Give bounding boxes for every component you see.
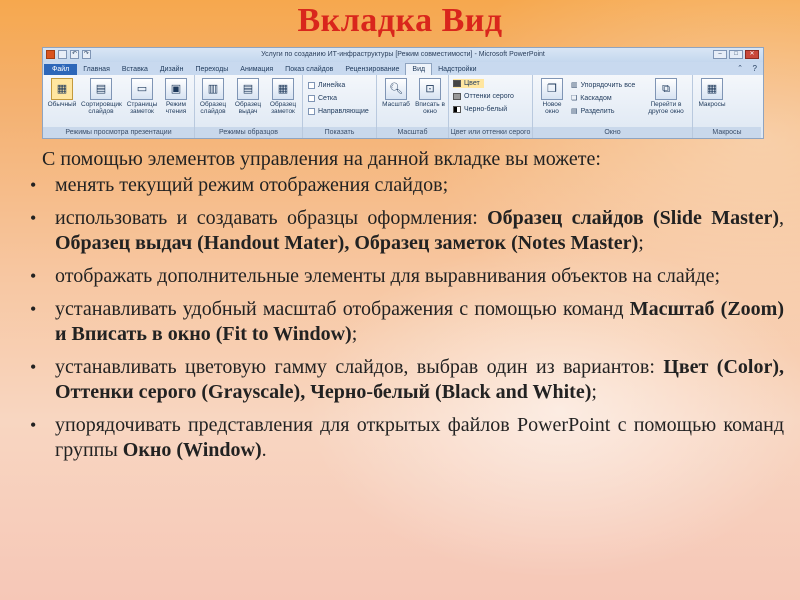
group-macros bbox=[693, 75, 761, 138]
ribbon-minimize-icon[interactable]: ⌃ bbox=[737, 65, 743, 72]
gridlines-checkbox[interactable] bbox=[308, 94, 337, 103]
handout-master-icon: ▤ bbox=[237, 78, 259, 100]
redo-icon[interactable]: ↷ bbox=[83, 51, 90, 57]
undo-icon[interactable]: ↶ bbox=[71, 51, 78, 57]
grayscale-label: Оттенки серого bbox=[464, 93, 514, 100]
reading-view-icon: ▣ bbox=[165, 78, 187, 100]
bullet-text: упорядочивать представления для открытых файлов PowerPoint с помощью команд группы bbox=[55, 414, 784, 461]
notes-page-button[interactable] bbox=[125, 78, 159, 115]
fit-to-window-label: Вписать в окно bbox=[415, 101, 445, 115]
bullet-item bbox=[28, 264, 784, 289]
bullet-text: устанавливать удобный масштаб отображения с помощью команд bbox=[55, 298, 630, 320]
bullet-bold-text: Образец выдач (Handout Mater), Образец заметок (Notes Master) bbox=[55, 232, 639, 254]
bullet-text: ; bbox=[638, 232, 644, 254]
tab-design[interactable]: Дизайн bbox=[159, 66, 184, 73]
slide-master-button[interactable] bbox=[196, 78, 230, 115]
window-titlebar bbox=[43, 48, 763, 62]
ruler-checkbox[interactable] bbox=[308, 81, 345, 90]
ribbon-groups bbox=[43, 75, 763, 138]
tab-home[interactable]: Главная bbox=[83, 66, 110, 73]
bullet-item bbox=[28, 297, 784, 347]
notes-master-icon: ▦ bbox=[272, 78, 294, 100]
cascade-label: Каскадом bbox=[580, 95, 612, 102]
group-show bbox=[303, 75, 377, 138]
ruler-label: Линейка bbox=[318, 82, 346, 89]
slide-sorter-icon: ▤ bbox=[90, 78, 112, 100]
group-label: Режимы образцов bbox=[195, 127, 302, 138]
bullet-text: менять текущий режим отображения слайдов; bbox=[55, 174, 449, 196]
black-white-label: Черно-белый bbox=[464, 106, 508, 113]
split-icon: ▤ bbox=[571, 108, 578, 115]
notes-page-icon: ▭ bbox=[131, 78, 153, 100]
color-button[interactable] bbox=[453, 79, 484, 88]
group-window bbox=[533, 75, 693, 138]
bullet-list bbox=[28, 173, 784, 471]
grayscale-swatch-icon bbox=[453, 93, 461, 100]
new-window-icon: ❐ bbox=[541, 78, 563, 100]
tab-file[interactable]: Файл bbox=[44, 64, 77, 75]
bullet-bold-text: Масштаб (Zoom) и Вписать в окно (Fit to Window) bbox=[55, 298, 784, 345]
bullet-text: . bbox=[261, 439, 267, 461]
arrange-all-icon: ▥ bbox=[571, 82, 578, 89]
window-title: Услуги по созданию ИТ-инфраструктуры [Режим совместимости] - Microsoft PowerPoint bbox=[261, 51, 545, 58]
color-swatch-icon bbox=[453, 80, 461, 87]
cascade-button[interactable] bbox=[571, 94, 612, 103]
notes-master-label: Образец заметок bbox=[269, 101, 297, 115]
black-white-swatch-icon bbox=[453, 106, 461, 113]
bullet-dot-icon: • bbox=[30, 175, 37, 195]
group-label: Показать bbox=[303, 127, 376, 138]
slide-sorter-button[interactable] bbox=[81, 78, 121, 115]
new-window-button[interactable] bbox=[535, 78, 569, 115]
normal-view-label: Обычный bbox=[47, 101, 77, 108]
notes-master-button[interactable] bbox=[266, 78, 300, 115]
switch-windows-label: Перейти в другое окно bbox=[648, 101, 684, 115]
macros-label: Макросы bbox=[698, 101, 726, 108]
bullet-dot-icon: • bbox=[30, 415, 37, 435]
minimize-button[interactable]: – bbox=[713, 50, 727, 59]
handout-master-button[interactable] bbox=[231, 78, 265, 115]
grayscale-button[interactable] bbox=[453, 92, 514, 101]
reading-view-label: Режим чтения bbox=[165, 101, 187, 115]
bullet-item bbox=[28, 413, 784, 463]
switch-windows-button[interactable] bbox=[641, 78, 691, 115]
slide-sorter-label: Сортировщик слайдов bbox=[81, 101, 122, 115]
fit-to-window-button[interactable] bbox=[413, 78, 447, 115]
group-label: Макросы bbox=[693, 127, 761, 138]
bullet-text: ; bbox=[591, 381, 597, 403]
tab-review[interactable]: Рецензирование bbox=[345, 66, 400, 73]
maximize-button[interactable]: □ bbox=[729, 50, 743, 59]
group-label: Масштаб bbox=[377, 127, 448, 138]
tab-animations[interactable]: Анимация bbox=[240, 66, 274, 73]
bullet-item bbox=[28, 206, 784, 256]
slide-master-label: Образец слайдов bbox=[199, 101, 227, 115]
split-button[interactable] bbox=[571, 107, 615, 116]
tab-addins[interactable]: Надстройки bbox=[438, 66, 477, 73]
tab-view[interactable]: Вид bbox=[405, 63, 432, 75]
normal-view-button[interactable] bbox=[45, 78, 79, 108]
tab-insert[interactable]: Вставка bbox=[121, 66, 148, 73]
new-window-label: Новое окно bbox=[542, 101, 562, 115]
black-white-button[interactable] bbox=[453, 105, 507, 114]
normal-view-icon: ▦ bbox=[51, 78, 73, 100]
help-icon[interactable]: ? bbox=[752, 64, 757, 73]
magnifier-icon: 🔍︎ bbox=[385, 78, 407, 100]
macros-icon: ▦ bbox=[701, 78, 723, 100]
group-label: Цвет или оттенки серого bbox=[450, 129, 531, 136]
color-label: Цвет bbox=[464, 80, 480, 87]
slide-master-icon: ▥ bbox=[202, 78, 224, 100]
guides-label: Направляющие bbox=[318, 108, 369, 115]
bullet-text: , bbox=[778, 207, 784, 229]
bullet-item bbox=[28, 173, 784, 198]
zoom-label: Масштаб bbox=[382, 101, 410, 108]
slide-title: Вкладка Вид bbox=[297, 2, 503, 39]
group-presentation-views bbox=[43, 75, 195, 138]
guides-checkbox[interactable] bbox=[308, 107, 369, 116]
intro-text: С помощью элементов управления на данной вкладке вы можете: bbox=[42, 148, 601, 170]
bullet-text: устанавливать цветовую гамму слайдов, выбрав один из вариантов: bbox=[55, 356, 664, 378]
checkbox-icon bbox=[308, 95, 315, 102]
notes-page-label: Страницы заметок bbox=[126, 101, 158, 115]
window-controls bbox=[713, 50, 759, 59]
arrange-all-label: Упорядочить все bbox=[580, 82, 636, 89]
group-master-views bbox=[195, 75, 303, 138]
group-label: Окно bbox=[533, 127, 692, 138]
split-label: Разделить bbox=[580, 108, 615, 115]
bullet-item bbox=[28, 355, 784, 405]
bullet-bold-text: Образец слайдов (Slide Master) bbox=[487, 207, 779, 229]
switch-windows-icon: ⧉ bbox=[655, 78, 677, 100]
tab-transitions[interactable]: Переходы bbox=[195, 66, 229, 73]
reading-view-button[interactable] bbox=[159, 78, 193, 115]
ribbon-tab-row bbox=[43, 62, 763, 75]
bullet-text: ; bbox=[351, 323, 358, 345]
bullet-bold-text: Цвет (Color), Оттенки серого (Grayscale), Черно-белый (Black and White) bbox=[55, 356, 784, 403]
bullet-text: отображать дополнительные элементы для выравнивания объектов на слайде; bbox=[55, 265, 721, 287]
arrange-all-button[interactable] bbox=[571, 81, 635, 90]
bullet-dot-icon: • bbox=[30, 357, 37, 377]
close-button[interactable]: ✕ bbox=[745, 50, 759, 59]
handout-master-label: Образец выдач bbox=[234, 101, 262, 115]
checkbox-icon bbox=[308, 82, 315, 89]
bullet-text: использовать и создавать образцы оформления: bbox=[55, 207, 488, 229]
group-color-grayscale bbox=[449, 75, 533, 138]
group-zoom bbox=[377, 75, 449, 138]
group-label: Режимы просмотра презентации bbox=[43, 127, 194, 138]
cascade-icon: ❏ bbox=[571, 95, 578, 102]
ribbon-screenshot bbox=[42, 47, 764, 139]
bullet-dot-icon: • bbox=[30, 208, 37, 228]
gridlines-label: Сетка bbox=[318, 95, 338, 102]
checkbox-icon bbox=[308, 108, 315, 115]
macros-button[interactable] bbox=[695, 78, 729, 108]
bullet-bold-text: Окно (Window) bbox=[122, 439, 262, 461]
bullet-dot-icon: • bbox=[30, 266, 37, 286]
fit-to-window-icon: ⊡ bbox=[419, 78, 441, 100]
zoom-button[interactable] bbox=[379, 78, 413, 108]
bullet-dot-icon: • bbox=[30, 299, 37, 319]
tab-slide-show[interactable]: Показ слайдов bbox=[285, 66, 334, 73]
